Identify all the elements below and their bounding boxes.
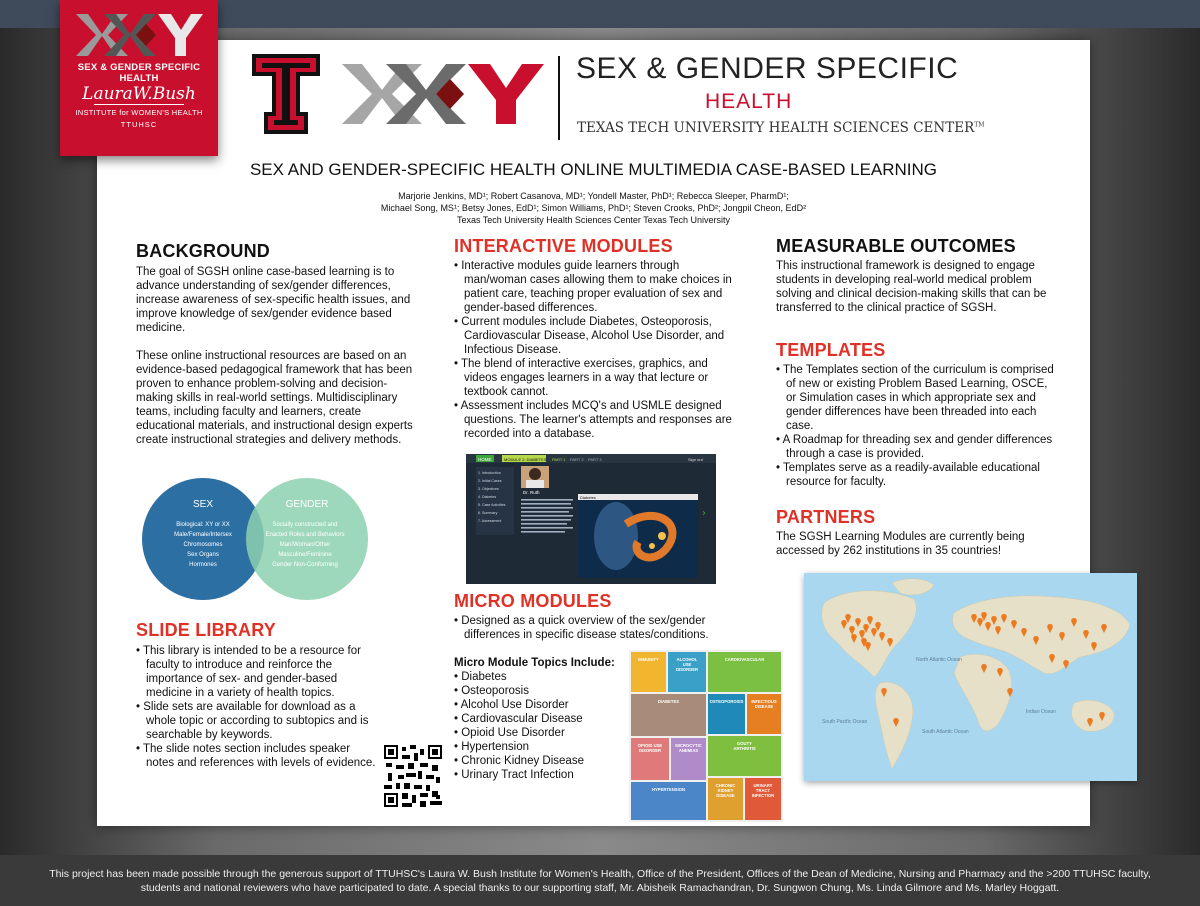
sex-gender-venn-diagram xyxy=(139,477,371,601)
partners-heading: PARTNERS xyxy=(776,507,876,527)
venn-gender-item: Enacted Roles and Behaviors xyxy=(265,532,345,538)
venn-sex-item: Sex Organs xyxy=(187,552,219,558)
templates-list xyxy=(776,363,1058,489)
micro-tile-label: INFECTION xyxy=(751,793,775,798)
micro-tile-label: DISORDER xyxy=(638,748,662,753)
venn-sex-item: Male/Female/Intersex xyxy=(174,532,232,538)
templates-heading: TEMPLATES xyxy=(776,340,886,360)
micro-tile-label: URINARY xyxy=(753,783,773,788)
micro-topic-item: • Hypertension xyxy=(454,740,624,754)
authors-line-2: Michael Song, MS¹; Betsy Jones, EdD¹; Simon Williams, PhD¹; Steven Crooks, PhD²; Jongpil Cheon, EdD² xyxy=(380,203,807,213)
interactive-modules-heading: INTERACTIVE MODULES xyxy=(454,236,673,256)
world-partners-map xyxy=(804,573,1137,781)
venn-gender-item: Gender Non-Conforming xyxy=(272,562,338,568)
header-divider xyxy=(558,56,560,140)
micro-modules-heading: MICRO MODULES xyxy=(454,591,612,611)
venn-sex-item: Biological: XY or XX xyxy=(176,522,230,528)
qr-code[interactable] xyxy=(384,745,442,807)
micro-tile-label: CARDIOVASCULAR xyxy=(724,657,765,662)
screenshot-body-text xyxy=(521,499,573,533)
badge-line-4: TTUHSC xyxy=(120,120,158,129)
label-south-pacific: South Pacific Ocean xyxy=(822,719,868,725)
background-section xyxy=(136,241,418,447)
venn-gender-item: Man/Woman/Other xyxy=(279,542,331,548)
micro-tile-label: ANEMIAS xyxy=(678,748,699,753)
xxy-logo xyxy=(74,12,204,58)
micro-topics-list xyxy=(454,670,624,782)
micro-tile-label: KIDNEY xyxy=(717,788,734,793)
micro-tile-label: OPIOID USE xyxy=(637,743,663,748)
tab-part-2: PART 2 xyxy=(570,457,584,462)
micro-topic-item: • Cardiovascular Disease xyxy=(454,712,624,726)
micro-tile-label: DIABETES xyxy=(657,699,680,704)
micro-tile-label: ALCOHOL xyxy=(676,657,698,662)
header-subtitle: HEALTH xyxy=(705,90,793,113)
next-arrow-icon[interactable]: › xyxy=(702,508,706,519)
interactive-item: • The blend of interactive exercises, graphics, and videos engages learners in a way that lecture or textbook cannot. xyxy=(454,357,734,399)
micro-tile-label: TRACT xyxy=(755,788,771,793)
trademark-mark: TM xyxy=(974,121,985,129)
micro-tile-label: GOUTY xyxy=(737,741,752,746)
module-menu-item: 3. Objectives xyxy=(478,487,499,491)
micro-topic-item: • Alcohol Use Disorder xyxy=(454,698,624,712)
background-paragraph-2: These online instructional resources are based on an evidence-based pedagogical framework that has been proven to enhance problem-solving and decision-making skills in real-world settings. Multidisciplinary teams, including faculty and learners, create educational materials, and instructional design experts create instructional strategies and delivery methods. xyxy=(136,350,413,446)
micro-topic-item: • Diabetes xyxy=(454,670,624,684)
badge-line-2: LauraW.Bush xyxy=(82,84,196,104)
module-screenshot xyxy=(466,454,716,584)
micro-topics-heading: Micro Module Topics Include: xyxy=(454,657,615,669)
module-menu-item: 2. Initial Cases xyxy=(478,479,502,483)
module-menu-item: 7. Assessment xyxy=(478,519,502,523)
venn-sex-item: Chromosomes xyxy=(183,542,223,548)
templates-item: • The Templates section of the curriculum is comprised of new or existing Problem Based Learning, OSCE, or Simulation cases in which appropriate sex and gender differences have been threaded into each case. xyxy=(776,363,1058,433)
module-menu-item: 1. Introduction xyxy=(478,471,501,475)
micro-modules-grid xyxy=(629,650,783,822)
institution-name: TEXAS TECH UNIVERSITY HEALTH SCIENCES CENTER xyxy=(577,120,975,136)
badge-divider xyxy=(94,104,184,105)
tab-part-1: PART 1 xyxy=(552,457,566,462)
interactive-item: • Assessment includes MCQ's and USMLE designed questions. The learner's attempts and responses are recorded into a database. xyxy=(454,399,734,441)
micro-tile-label: DISEASE xyxy=(716,793,735,798)
micro-tile-label: OSTEOPOROSIS xyxy=(709,699,744,704)
footer xyxy=(0,855,1200,906)
authors-block xyxy=(97,190,1090,226)
module-menu-item: 5. Case Activities xyxy=(478,503,506,507)
micro-topic-item: • Opioid Use Disorder xyxy=(454,726,624,740)
venn-sex-title: SEX xyxy=(192,499,214,510)
background-paragraph-1: The goal of SGSH online case-based learning is to advance understanding of sex/gender differences, increase awareness of sex-specific health issues, and improve knowledge of sex/gender evidence based medicine. xyxy=(136,266,411,334)
authors-line-1: Marjorie Jenkins, MD¹; Robert Casanova, MD¹; Yondell Master, PhD¹; Rebecca Sleeper, PharmD¹; xyxy=(398,191,789,201)
outcomes-heading: MEASURABLE OUTCOMES xyxy=(776,236,1016,256)
interactive-item: • Interactive modules guide learners through man/woman cases allowing them to make choices in patient care, teaching proper evaluation of sex and gender-based differences. xyxy=(454,259,734,315)
affiliations: Texas Tech University Health Sciences Center Texas Tech University xyxy=(456,215,731,225)
micro-item: • Designed as a quick overview of the sex/gender differences in specific disease states/conditions. xyxy=(454,614,736,642)
micro-modules-list xyxy=(454,614,736,642)
footer-acknowledgements: This project has been made possible through the generous support of TTUHSC's Laura W. Bush Institute for Women's Health, Office of the President, Offices of the Dean of Medicine, Nursing and Pharmacy and the >200 TTUHSC faculty, students and national reviewers who have participated to date. A special thanks to our supporting staff, Mr. Abisheik Ramachandran, Dr. Sungwon Chung, Ms. Linda Gilmore and Ms. Marley Hoggatt. xyxy=(49,868,1151,894)
label-south-atlantic: South Atlantic Ocean xyxy=(922,729,969,735)
micro-tile-label: HYPERTENSION xyxy=(651,787,686,792)
templates-item: • A Roadmap for threading sex and gender differences through a case is provided. xyxy=(776,433,1058,461)
double-t-logo xyxy=(252,54,320,134)
label-indian-ocean: Indian Ocean xyxy=(1026,709,1056,715)
micro-topic-item: • Chronic Kidney Disease xyxy=(454,754,624,768)
slide-library-heading: SLIDE LIBRARY xyxy=(136,620,276,640)
micro-topic-item: • Urinary Tract Infection xyxy=(454,768,624,782)
venn-gender-item: Masculine/Feminine xyxy=(278,552,332,558)
micro-topic-item: • Osteoporosis xyxy=(454,684,624,698)
institute-badge xyxy=(60,0,218,156)
header-institution xyxy=(577,120,984,136)
slide-library-list xyxy=(136,644,381,770)
xxy-header-logo xyxy=(340,60,550,128)
slide-library-item: • The slide notes section includes speaker notes and references with levels of evidence. xyxy=(136,742,381,770)
doctor-name: Dr. Ruth xyxy=(523,490,540,495)
micro-tile-label: MICROCYTIC xyxy=(675,743,702,748)
slide-library-section xyxy=(136,620,381,770)
module-menu-item: 4. Diabetes xyxy=(478,495,497,499)
interactive-modules-section xyxy=(454,236,734,441)
header-title: SEX & GENDER SPECIFIC xyxy=(576,52,959,85)
poster-title: SEX AND GENDER-SPECIFIC HEALTH ONLINE MULTIMEDIA CASE-BASED LEARNING xyxy=(249,160,938,179)
badge-line-1: SEX & GENDER SPECIFIC HEALTH xyxy=(77,62,201,84)
micro-tile-label: ARTHRITIS xyxy=(733,746,756,751)
micro-tile-label: USE xyxy=(682,662,692,667)
diabetes-panel-title: Diabetes xyxy=(580,495,596,500)
partners-section xyxy=(776,507,1058,558)
badge-line-3: INSTITUTE for WOMEN'S HEALTH xyxy=(75,108,203,117)
interactive-modules-list xyxy=(454,259,734,441)
micro-tile-label: CHRONIC xyxy=(715,783,736,788)
micro-tile-label: INFECTIOUS xyxy=(751,699,777,704)
outcomes-section xyxy=(776,236,1058,315)
templates-item: • Templates serve as a readily-available educational resource for faculty. xyxy=(776,461,1058,489)
slide-library-item: • This library is intended to be a resource for faculty to introduce and reinforce the importance of sex- and gender-based medicine in a variety of health topics. xyxy=(136,644,381,700)
micro-tile-label: IMMUNITY xyxy=(638,657,659,662)
background-heading: BACKGROUND xyxy=(136,241,270,261)
micro-tile-label: DISORDER xyxy=(675,667,699,672)
venn-gender-item: Socially constructed and xyxy=(272,522,338,528)
micro-tiles xyxy=(631,652,781,820)
outcomes-text: This instructional framework is designed to engage students in developing real-world medical problem solving and clinical decision-making skills that can be transferred to the clinical practice of SGSH. xyxy=(776,260,1047,314)
templates-section xyxy=(776,340,1058,489)
venn-gender-title: GENDER xyxy=(285,499,329,510)
tab-home: HOME xyxy=(478,457,492,462)
sign-out-link: Sign out xyxy=(688,457,703,462)
partners-text: The SGSH Learning Modules are currently being accessed by 262 institutions in 35 countries! xyxy=(776,531,1025,557)
interactive-item: • Current modules include Diabetes, Osteoporosis, Cardiovascular Disease, Alcohol Use Disorder, and Infectious Disease. xyxy=(454,315,734,357)
label-north-atlantic: North Atlantic Ocean xyxy=(916,657,962,663)
module-menu-item: 6. Summary xyxy=(478,511,498,515)
tab-part-3: PART 3 xyxy=(588,457,602,462)
micro-tile-label: DISEASE xyxy=(754,704,774,709)
slide-library-item: • Slide sets are available for download as a whole topic or according to subtopics and is searchable by keywords. xyxy=(136,700,381,742)
poster xyxy=(97,40,1090,826)
venn-sex-item: Hormones xyxy=(189,562,217,568)
tab-module: MODULE 2: DIABETES xyxy=(504,457,547,462)
